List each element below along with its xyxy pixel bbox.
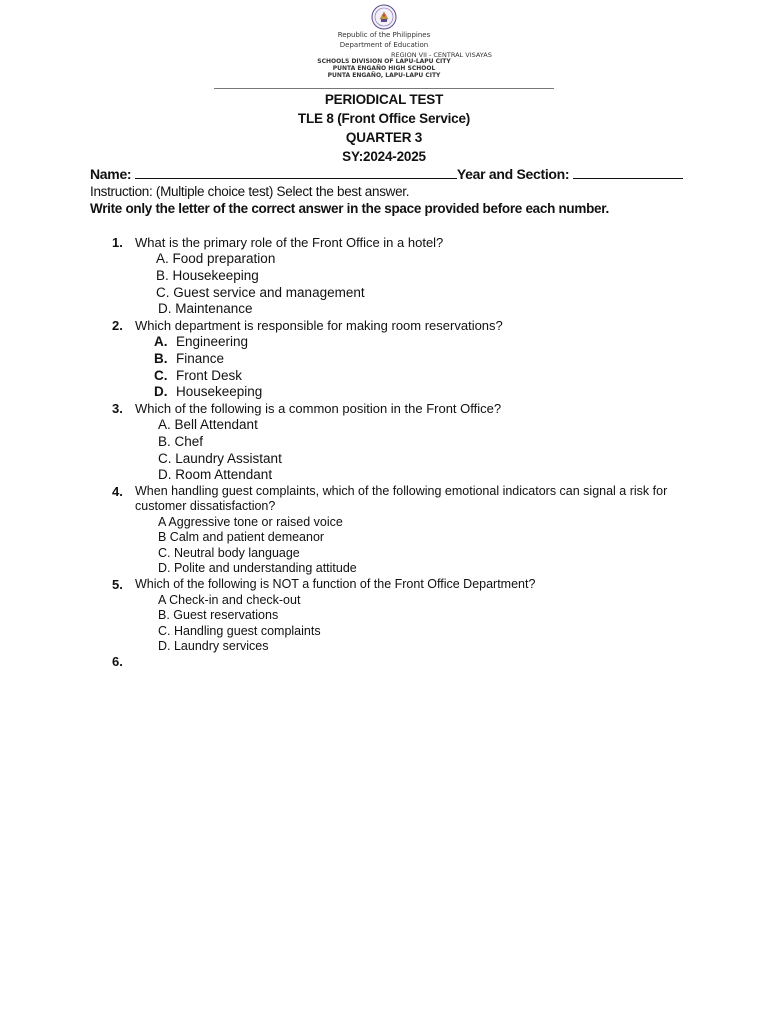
question-text: Which of the following is a common position in the Front Office? bbox=[135, 401, 502, 416]
option-a: A. Bell Attendant bbox=[158, 417, 258, 432]
question-number: 5. bbox=[112, 577, 123, 592]
option-text: Housekeeping bbox=[176, 384, 263, 399]
option-text: Front Desk bbox=[176, 368, 243, 383]
school-year-title: SY:2024-2025 bbox=[342, 149, 426, 164]
header-school: PUNTA ENGAÑO HIGH SCHOOL bbox=[332, 65, 436, 72]
test-title: PERIODICAL TEST bbox=[324, 92, 444, 107]
instruction-bold-line: Write only the letter of the correct answer in the space provided before each number. bbox=[90, 201, 609, 216]
section-blank[interactable] bbox=[573, 166, 683, 179]
option-d: D. Laundry services bbox=[158, 639, 269, 653]
option-c: C. Guest service and management bbox=[156, 285, 365, 300]
option-letter: B. bbox=[154, 351, 168, 366]
option-a: A Aggressive tone or raised voice bbox=[158, 515, 343, 529]
question-number: 6. bbox=[112, 654, 123, 669]
header-division: SCHOOLS DIVISION OF LAPU-LAPU CITY bbox=[317, 58, 451, 65]
option-c: C. Handling guest complaints bbox=[158, 624, 321, 638]
option-d: D. Polite and understanding attitude bbox=[158, 561, 357, 575]
subject-title: TLE 8 (Front Office Service) bbox=[297, 111, 471, 126]
question-text: What is the primary role of the Front Office in a hotel? bbox=[135, 235, 444, 250]
option-b: B. Chef bbox=[158, 434, 204, 449]
option-b: B Calm and patient demeanor bbox=[158, 530, 325, 544]
question-number: 1. bbox=[112, 235, 123, 250]
option-letter: D. bbox=[154, 384, 168, 399]
quarter-title: QUARTER 3 bbox=[345, 130, 423, 145]
name-blank[interactable] bbox=[135, 166, 457, 179]
option-c: C. Neutral body language bbox=[158, 546, 300, 560]
option-b bbox=[154, 351, 224, 366]
deped-seal-icon bbox=[371, 4, 397, 30]
question-number: 4. bbox=[112, 484, 123, 499]
question-number: 3. bbox=[112, 401, 123, 416]
option-c: C. Laundry Assistant bbox=[158, 451, 282, 466]
instruction-line: Instruction: (Multiple choice test) Select the best answer. bbox=[90, 184, 410, 199]
option-d: D. Room Attendant bbox=[158, 467, 273, 482]
option-a: A Check-in and check-out bbox=[158, 593, 301, 607]
section-label: Year and Section: bbox=[456, 166, 570, 182]
option-letter: C. bbox=[154, 368, 168, 383]
header-department: Department of Education bbox=[339, 41, 429, 49]
question-text: Which of the following is NOT a function of the Front Office Department? bbox=[135, 577, 536, 591]
option-a bbox=[154, 334, 248, 349]
question-text: Which department is responsible for making room reservations? bbox=[135, 318, 503, 333]
option-text: Finance bbox=[176, 351, 225, 366]
question-number: 2. bbox=[112, 318, 123, 333]
option-letter: A. bbox=[154, 334, 168, 349]
option-b: B. Guest reservations bbox=[158, 608, 279, 622]
option-text: Engineering bbox=[176, 334, 249, 349]
option-b: B. Housekeeping bbox=[156, 268, 259, 283]
header-divider bbox=[214, 88, 554, 89]
header-address: PUNTA ENGAÑO, LAPU-LAPU CITY bbox=[327, 72, 441, 79]
name-label: Name: bbox=[90, 166, 132, 182]
header-republic: Republic of the Philippines bbox=[337, 31, 431, 39]
option-a: A. Food preparation bbox=[156, 251, 276, 266]
header-region: REGION VII - CENTRAL VISAYAS bbox=[391, 51, 492, 59]
option-c bbox=[154, 368, 242, 383]
name-section-row bbox=[90, 166, 690, 182]
question-text: When handling guest complaints, which of the following emotional indicators can signal a risk for customer dissatisfaction? bbox=[135, 484, 668, 513]
option-d bbox=[154, 384, 262, 399]
option-d: D. Maintenance bbox=[158, 301, 253, 316]
